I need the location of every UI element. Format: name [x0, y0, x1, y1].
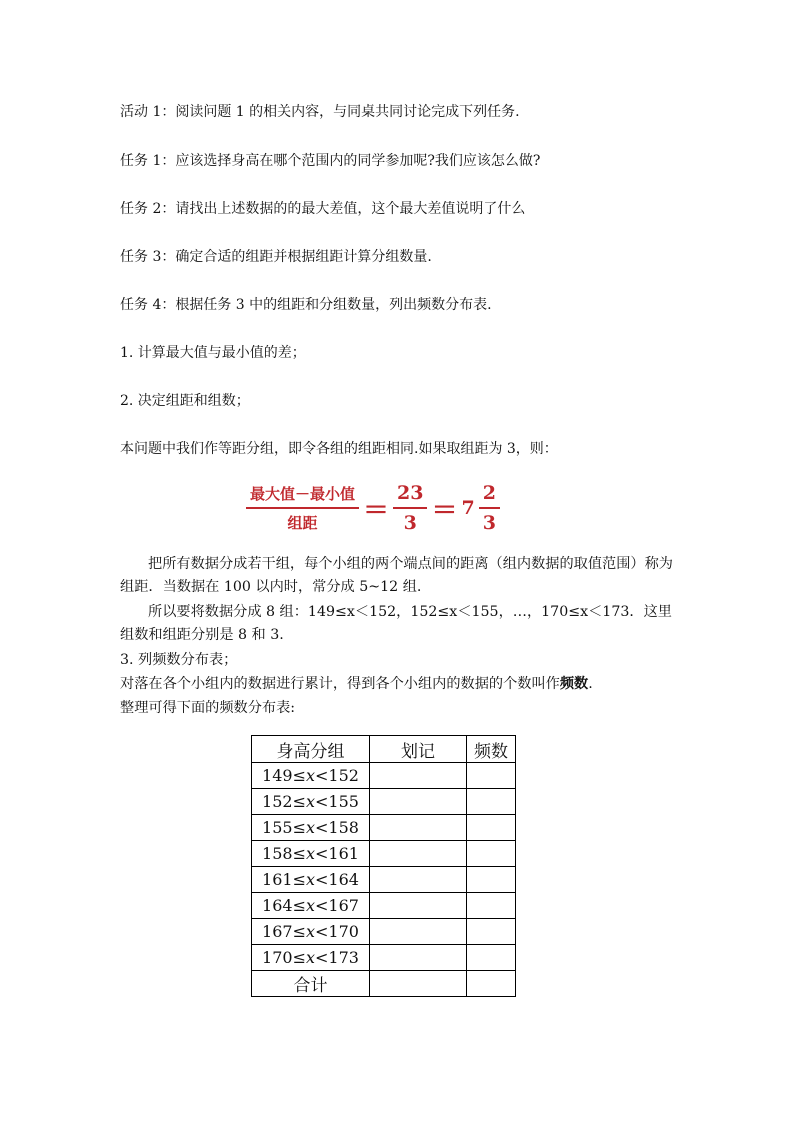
variable-x: x	[305, 948, 316, 967]
tally-cell	[370, 945, 467, 971]
total-frequency-cell	[467, 971, 516, 997]
group-count-formula	[246, 482, 500, 534]
range-high: 158	[328, 818, 359, 837]
task-4-line: 任务 4：根据任务 3 中的组距和分组数量，列出频数分布表.	[120, 297, 492, 313]
height-range-cell	[252, 841, 370, 867]
lt-symbol: <	[315, 948, 329, 967]
table-row	[252, 867, 516, 893]
tally-cell	[370, 841, 467, 867]
range-high: 152	[328, 766, 359, 785]
range-low: 161	[262, 870, 293, 889]
lt-symbol: <	[315, 792, 329, 811]
mixed-numerator: 2	[482, 482, 496, 504]
range-high: 173	[328, 948, 359, 967]
table-row	[252, 919, 516, 945]
step-1-line: 1. 计算最大值与最小值的差；	[120, 345, 306, 361]
frequency-cell	[467, 841, 516, 867]
lt-symbol: <	[315, 766, 329, 785]
range-low: 170	[262, 948, 293, 967]
range-high: 161	[328, 844, 359, 863]
table-row	[252, 893, 516, 919]
variable-x: x	[305, 844, 316, 863]
task-1-line: 任务 1：应该选择身高在哪个范围内的同学参加呢?我们应该怎么做?	[120, 153, 541, 169]
range-low: 167	[262, 922, 293, 941]
range-over-width-fraction	[246, 483, 359, 533]
height-range-cell	[252, 919, 370, 945]
range-low: 158	[262, 844, 293, 863]
range-high: 167	[328, 896, 359, 915]
range-low: 149	[262, 766, 293, 785]
leq-symbol: ≤	[292, 870, 306, 889]
frequency-definition-end: .	[588, 676, 593, 692]
formula-numerator: 最大值－最小值	[250, 485, 356, 503]
task-3-line: 任务 3：确定合适的组距并根据组距计算分组数量.	[120, 249, 432, 265]
variable-x: x	[305, 818, 316, 837]
range-low: 164	[262, 896, 293, 915]
height-range-cell	[252, 815, 370, 841]
table-header-row	[252, 736, 516, 763]
variable-x: x	[305, 870, 316, 889]
range-high: 155	[328, 792, 359, 811]
fraction-numerator: 23	[397, 482, 424, 504]
tally-cell	[370, 919, 467, 945]
task-2-line: 任务 2：请找出上述数据的的最大差值，这个最大差值说明了什么	[120, 201, 526, 217]
header-tally: 划记	[370, 736, 467, 763]
table-row	[252, 815, 516, 841]
range-high: 170	[328, 922, 359, 941]
frequency-cell	[467, 919, 516, 945]
table-row	[252, 763, 516, 789]
frequency-definition	[120, 673, 680, 696]
tally-cell	[370, 893, 467, 919]
leq-symbol: ≤	[292, 922, 306, 941]
lt-symbol: <	[315, 896, 329, 915]
intro-line: 本问题中我们作等距分组，即令各组的组距相同.如果取组距为 3，则：	[120, 441, 558, 457]
tally-cell	[370, 815, 467, 841]
frequency-table	[251, 735, 516, 997]
leq-symbol: ≤	[292, 896, 306, 915]
frequency-cell	[467, 867, 516, 893]
variable-x: x	[305, 922, 316, 941]
step-2-line: 2. 决定组距和组数；	[120, 393, 250, 409]
frequency-cell	[467, 945, 516, 971]
variable-x: x	[305, 896, 316, 915]
fraction-denominator: 3	[403, 512, 417, 534]
variable-x: x	[305, 766, 316, 785]
total-label: 合计	[252, 971, 370, 997]
header-height-group: 身高分组	[252, 736, 370, 763]
header-frequency: 频数	[467, 736, 516, 763]
activity-line: 活动 1：阅读问题 1 的相关内容，与同桌共同讨论完成下列任务.	[120, 104, 520, 120]
tally-cell	[370, 763, 467, 789]
leq-symbol: ≤	[292, 792, 306, 811]
lt-symbol: <	[315, 870, 329, 889]
height-range-cell	[252, 867, 370, 893]
equals-sign-2: ＝	[431, 495, 458, 526]
leq-symbol: ≤	[292, 948, 306, 967]
frequency-cell	[467, 763, 516, 789]
table-row	[252, 841, 516, 867]
lt-symbol: <	[315, 922, 329, 941]
range-low: 152	[262, 792, 293, 811]
tally-cell	[370, 867, 467, 893]
group-split-paragraph: 所以要将数据分成 8 组：149≤x＜152，152≤x＜155，…，170≤x＜173．这里组数和组距分别是 8 和 3.	[120, 604, 672, 643]
mixed-fraction-part	[479, 482, 500, 534]
frequency-cell	[467, 815, 516, 841]
range-low: 155	[262, 818, 293, 837]
height-range-cell	[252, 763, 370, 789]
table-row	[252, 789, 516, 815]
height-range-cell	[252, 893, 370, 919]
step-3-line: 3. 列频数分布表；	[120, 652, 238, 668]
leq-symbol: ≤	[292, 818, 306, 837]
lt-symbol: <	[315, 818, 329, 837]
frequency-term: 频数	[559, 676, 589, 692]
improper-fraction	[393, 482, 427, 534]
table-intro-line: 整理可得下面的频数分布表:	[120, 700, 296, 716]
total-tally-cell	[370, 971, 467, 997]
lt-symbol: <	[315, 844, 329, 863]
leq-symbol: ≤	[292, 766, 306, 785]
frequency-cell	[467, 789, 516, 815]
table-row	[252, 945, 516, 971]
variable-x: x	[305, 792, 316, 811]
tally-cell	[370, 789, 467, 815]
group-width-definition: 把所有数据分成若干组，每个小组的两个端点间的距离（组内数据的取值范围）称为组距．当数据在 100 以内时，常分成 5~12 组.	[120, 556, 673, 595]
frequency-definition-text: 对落在各个小组内的数据进行累计，得到各个小组内的数据的个数叫作	[120, 676, 560, 692]
height-range-cell	[252, 789, 370, 815]
frequency-cell	[467, 893, 516, 919]
range-high: 164	[328, 870, 359, 889]
equals-sign: ＝	[363, 495, 390, 526]
mixed-denominator: 3	[482, 512, 496, 534]
leq-symbol: ≤	[292, 844, 306, 863]
mixed-whole-part: 7	[461, 497, 475, 519]
formula-denominator: 组距	[287, 514, 318, 532]
table-total-row	[252, 971, 516, 997]
height-range-cell	[252, 945, 370, 971]
